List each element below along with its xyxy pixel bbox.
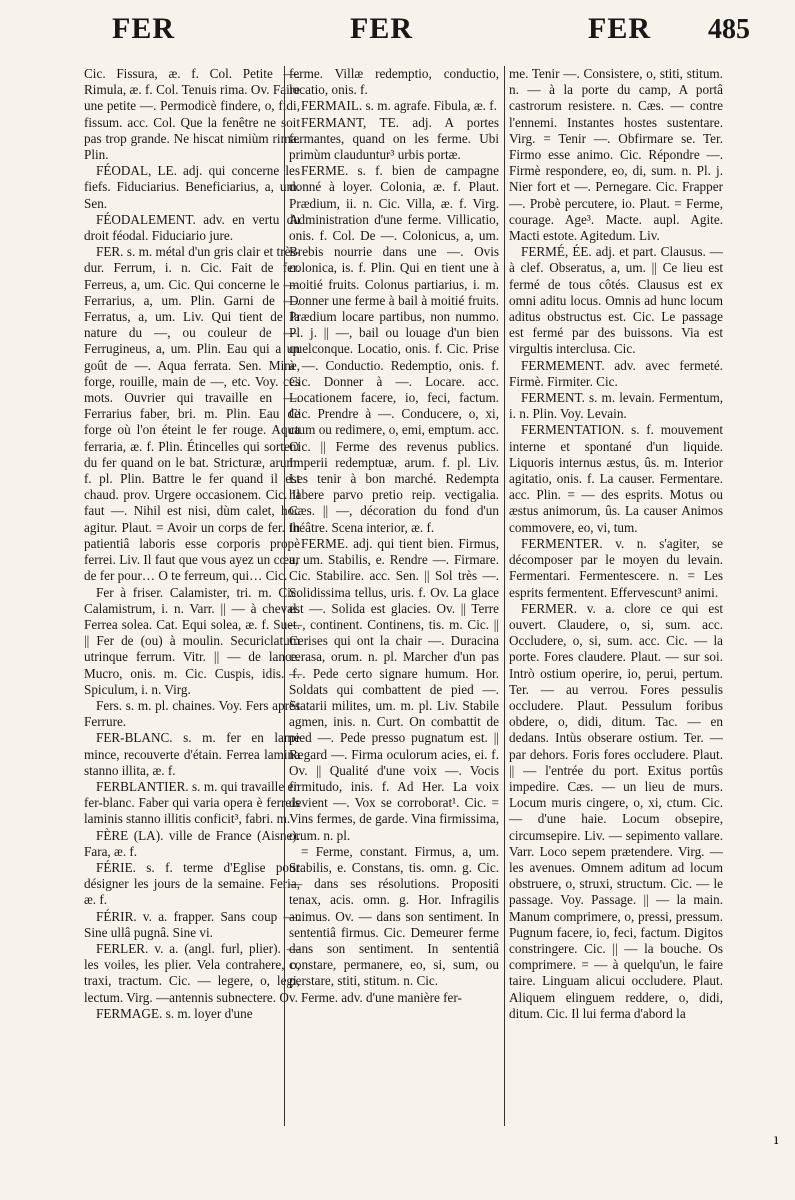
dictionary-entry: FERMÉ, ÉE. adj. et part. Clausus. — à clef. Obseratus, a, um. || Ce lieu est fermé de tous côtés. Clausus est ex omni aditu locus. Omnis ad hunc locum aditus obstructus est. Cic. Le passage est fermé par des buissons. Via est virgultis interclusa. Cic.: [509, 244, 723, 357]
dictionary-entry: FERMENT. s. m. levain. Fermentum, i. n. Plin. Voy. Levain.: [509, 390, 723, 422]
dictionary-entry: FERMEMENT. adv. avec fermeté. Firmè. Firmiter. Cic.: [509, 357, 723, 389]
dictionary-entry: FERMAIL. s. m. agrafe. Fibula, æ. f.: [301, 98, 497, 114]
dictionary-entry: me. Tenir —. Consistere, o, stiti, stitum. n. — à la porte du camp, A portâ castrorum resistere. n. Cæs. — contre l'ennemi. Instantes hostes sustentare. Virg. = Tenir —. Obfirmare se. Ter. Firmo esse animo. Cic. Répondre —. Firmè respondere, eo, di, sum. n. Pl. j. Nier fort et —. Pernegare. Cic. Frapper —. Probè percutere, io. Plaut. = Ferme, courage. Age³. Macte. aupl. Agite. Macti estote. Agitedum. Liv.: [509, 66, 723, 244]
dictionary-entry: Fer à friser. Calamister, tri. m. Cic. Calamistrum, i. n. Varr. || — à cheval. Ferrea solea. Cat. Equi solea, æ. f. Suet. || Fer de (ou) à moulin. Securiclatum utrinque ferrum. Vitr. || — de lance. Mucro, onis. m. Cic. Cuspis, idis. f. Spiculum, i. n. Virg.: [84, 584, 300, 697]
dictionary-entry: FERME. adj. qui tient bien. Firmus, a, um. Stabilis, e. Rendre —. Firmare. Cic. Stabilire. acc. Sen. || Sol très —. Solidissima tellus, uris. f. Ov. La glace est —. Solida est glacies. Ov. || Terre —, continent. Continens, tis. m. Cic. || Cerises qui ont la chair —. Duracina cerasa, orum. n. pl. Marcher d'un pas —. Pede certo signare humum. Hor. Soldats qui combattent de pied —. Statarii milites, um. m. pl. Liv. Stabile agmen, inis. n. Curt. On combattit de pied —. Pede presso pugnatum est. || Regard —. Firma oculorum acies, ei. f. Ov. || Qualité d'une voix —. Vocis firmitudo, inis. f. Ad Her. La voix devient —. Vox se corroborat¹. Cic. = Vins fermes, de garde. Vina firmissima, orum. n. pl.: [289, 535, 499, 843]
dictionary-entry: FERLER. v. a. (angl. furl, plier). — les voiles, les plier. Vela contrahere, o, traxi, tractum. Cic. — legere, o, legi, lectum. Virg. —antennis subnectere. Ov.: [84, 940, 300, 1005]
dictionary-entry: FERMANT, TE. adj. A portes fermantes, quand on les ferme. Ubi primùm clauduntur³ urbis portæ.: [289, 114, 499, 163]
dictionary-entry: FÉODALEMENT. adv. en vertu du droit féodal. Fiduciario jure.: [84, 211, 300, 244]
column-middle: [284, 66, 499, 1126]
right-headword: FER: [588, 12, 651, 45]
dictionary-entry: Cic. Fissura, æ. f. Col. Petite —. Rimula, æ. f. Col. Tenuis rima. Ov. Faire une petite —. Permodicè findere, o, fidi, fissum. acc. Col. Que la fenêtre ne soit pas trop grande. Ne hiscat nimiùm rima. Plin.: [84, 66, 300, 163]
dictionary-entry: FER. s. m. métal d'un gris clair et très-dur. Ferrum, i. n. Cic. Fait de fer. Ferreus, a, um. Cic. Qui concerne le —. Ferrarius, a, um. Plin. Garni de —. Ferratus, a, um. Liv. Qui tient de la nature du —, ou couleur de —. Ferrugineus, a, um. Plin. Eau qui a un goût de —. Aqua ferrata. Sen. Mine, forge, rouille, main de —, etc. Voy. ces mots. Ouvrier qui travaille en —. Ferrarius faber, bri. m. Plin. Eau de forge où l'on éteint le fer rouge. Aqua ferraria, æ. f. Plin. Étincelles qui sortent du fer quand on le bat. Stricturæ, arum. f. pl. Plin. Battre le fer quand il est chaud. prov. Urgere occasionem. Cic. Il faut —. Nihil est nisi, dùm calet, hoc agitur. Plaut. = Avoir un corps de fer. In patientiâ laboris esse corporis propè ferrei. Liv. Il faut que vous ayez un cœur de fer pour… O te ferreum, qui… Cic.: [84, 244, 300, 584]
dictionary-entry: FERMAGE. s. m. loyer d'une: [96, 1005, 253, 1021]
center-headword: FER: [350, 12, 413, 45]
dictionary-entry: FÉRIE. s. f. terme d'Eglise pour désigner les jours de la semaine. Feria, æ. f.: [84, 859, 300, 908]
column-left: [84, 66, 300, 1126]
dictionary-entry: = Ferme, constant. Firmus, a, um. Stabilis, e. Constans, tis. omn. g. Cic. — dans ses résolutions. Propositi tenax, acis. omn. g. Hor. Infragilis animus. Ov. — dans son sentiment. In sententiâ firmus. Cic. Demeurer ferme dans son sentiment. In sententiâ constare, permanere, eo, si, sum, ou perstare, stiti, stitum. n. Cic.: [289, 843, 499, 989]
dictionary-entry: FERMENTATION. s. f. mouvement interne et spontané d'un liquide. Liquoris internus æstus, ûs. m. Interior agitatio, onis. f. La causer. Fermentare. acc. Plin. = — des esprits. Motus ou æstus animorum, ûs. La causer Animos commovere, eo, vi, tum.: [509, 422, 723, 535]
dictionary-entry: FÉODAL, LE. adj. qui concerne les fiefs. Fiduciarius. Beneficiarius, a, um. Sen.: [84, 163, 300, 211]
running-head: [0, 12, 795, 68]
dictionary-entry: FÉRIR. v. a. frapper. Sans coup —. Sine ullâ pugnâ. Sine vi.: [84, 908, 300, 940]
dictionary-entry: FERMENTER. v. n. s'agiter, se décomposer par le moyen du levain. Fermentari. Fermentescere. n. = Les esprits fermentent. Effervescunt³ animi.: [509, 535, 723, 600]
dictionary-entry: FER-BLANC. s. m. fer en lame mince, recouverte d'étain. Ferrea lamina stanno illita, æ. f.: [84, 730, 300, 778]
dictionary-entry: FERMER. v. a. clore ce qui est ouvert. Claudere, o, si, sum. acc. Occludere, o, si, sum. acc. Cic. — la porte. Fores claudere. Plaut. — sur soi. Intrò ostium operire, io, perui, pertum. Ter. — au verrou. Fores pessulis occludere. Plaut. Pessulum foribus obdere, o, didi, ditum. Tac. — en dedans. Intùs obserare ostium. Ter. — par dehors. Foris fores occludere. Plaut. || — l'entrée du port. Exitus portûs impedire. Cæs. — un lieu de murs. Locum muris cingere, o, xi, ctum. Cic. — d'une haie. Locum obsepire, circumsepire. Liv. — sepimento vallare. Varr. Loco sepem prætendere. Virg. — les avenues. Omnem aditum ad locum obstruere, o, struxi, structum. Cic. — le passage. Voy. Passage. || — la main. Manum comprimere, o, pressi, pressum. Pugnum facere, io, feci, factum. Digitos constringere. Cic. || — la bouche. Os comprimere. = — à quelqu'un, le faire taire. Linguam alicui occludere. Plaut. Aliquem elinguem reddere, o, didi, ditum. Cic. Il lui ferma d'abord la: [509, 600, 723, 1021]
page-number: 485: [708, 14, 750, 45]
dictionary-entry: FERBLANTIER. s. m. qui travaille en fer-blanc. Faber qui varia opera è ferreis laminis stanno illitis conficit³, fabri. m.: [84, 778, 300, 827]
dictionary-entry: ferme. Villæ redemptio, conductio, locatio, onis. f.: [289, 66, 499, 98]
column-right: [504, 66, 723, 1126]
margin-mark: ı: [774, 1132, 779, 1148]
dictionary-entry: Ferme. adv. d'une manière fer-: [301, 989, 462, 1005]
dictionary-entry: FÈRE (LA). ville de France (Aisne). Fara, æ. f.: [84, 827, 300, 859]
left-headword: FER: [112, 12, 175, 45]
dictionary-entry: FERME. s. f. bien de campagne donné à loyer. Colonia, æ. f. Plaut. Prædium, ii. n. Cic. Villa, æ. f. Virg. Administration d'une ferme. Villicatio, onis. f. Col. De —. Colonicus, a, um. Brebis nourrie dans une —. Ovis colonica, is. f. Plin. Qui en tient une à moitié fruits. Colonus partiarius, i. m. Donner une ferme à bail à moitié fruits. Prædium locare partibus, non nummo. Pl. j. || —, bail ou louage d'un bien quelconque. Locatio, onis. f. Cic. Prise à —. Conductio. Redemptio, onis. f. Cic. Donner à —. Locare. acc. Locationem facere, io, feci, factum. Cic. Prendre à —. Conducere, o, xi, ctum ou redimere, o, emi, emptum. acc. Cic. || Ferme des revenus publics. Imperii redemptuæ, arum. f. pl. Liv. Les tenir à bon marché. Redempta habere parvo pretio reip. vectigalia. Cæs. || —, décoration du fond d'un théâtre. Scena interior, æ. f.: [289, 163, 499, 535]
dictionary-entry: Fers. s. m. pl. chaines. Voy. Fers après Ferrure.: [84, 697, 300, 730]
